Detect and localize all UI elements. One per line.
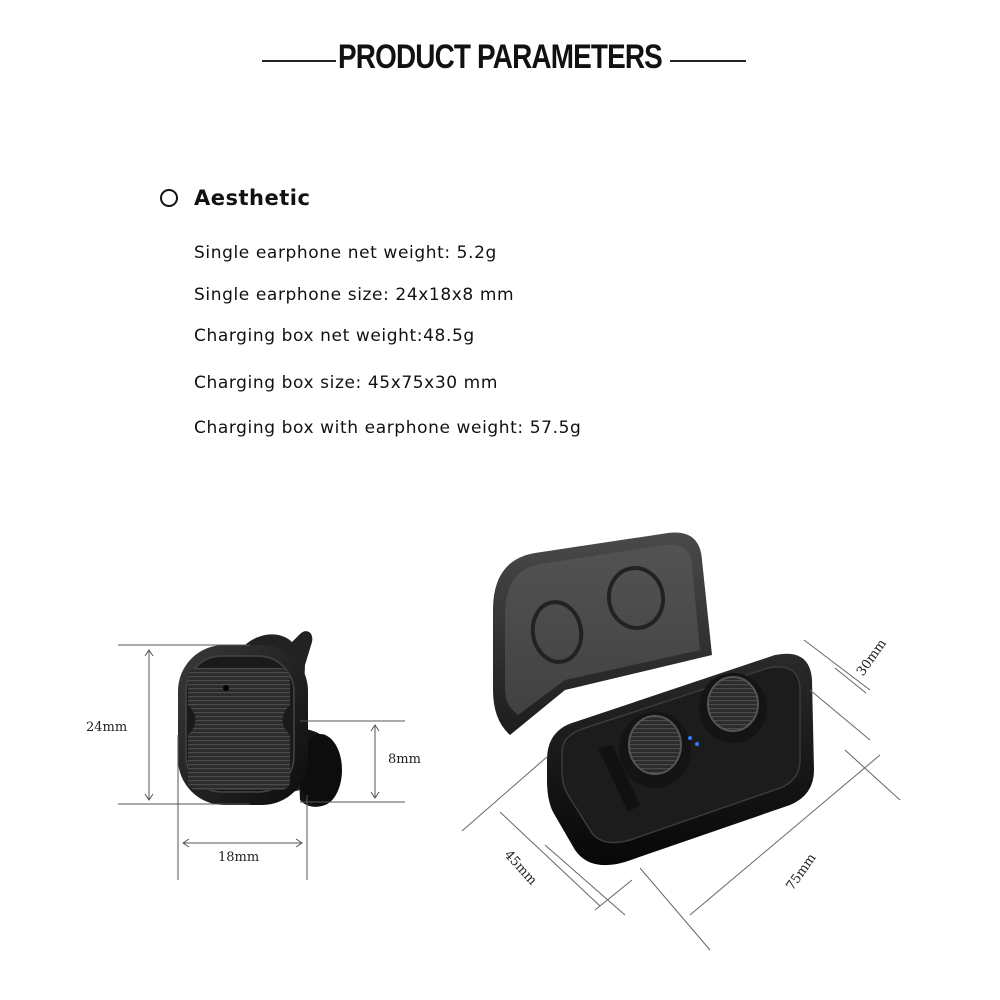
spec-earphone-weight: Single earphone net weight: 5.2g xyxy=(194,243,497,263)
earphone-depth-label: 8mm xyxy=(388,752,421,767)
section-title: Aesthetic xyxy=(194,186,311,210)
box-height-label: 30mm xyxy=(853,636,890,680)
earphone-width-label: 18mm xyxy=(218,850,260,865)
page-title: PRODUCT PARAMETERS xyxy=(338,38,662,76)
spec-box-size: Charging box size: 45x75x30 mm xyxy=(194,373,499,393)
earphone-image xyxy=(178,631,342,807)
spec-earphone-size: Single earphone size: 24x18x8 mm xyxy=(194,285,515,305)
box-width-label: 45mm xyxy=(500,847,540,889)
spec-box-weight: Charging box net weight:48.5g xyxy=(194,326,475,346)
earphone-height-label: 24mm xyxy=(86,720,128,735)
box-length-label: 75mm xyxy=(783,851,820,894)
charging-box-image xyxy=(493,533,814,866)
spec-box-with-earphone-weight: Charging box with earphone weight: 57.5g xyxy=(194,418,582,438)
